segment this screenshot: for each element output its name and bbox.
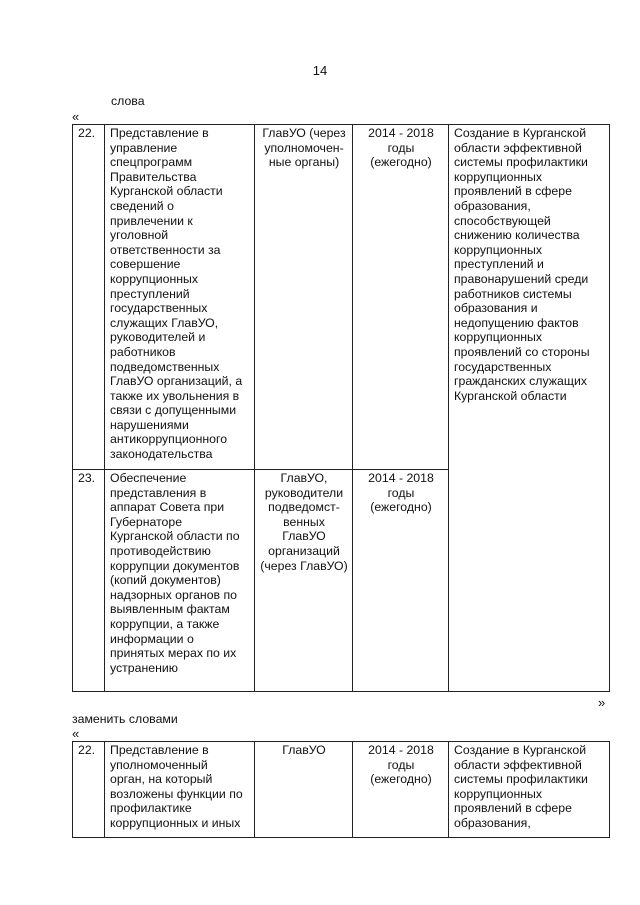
row-number: 22. bbox=[73, 125, 105, 470]
term-cell: 2014 - 2018 годы (ежегодно) bbox=[353, 470, 449, 692]
responsible-cell: ГлавУО, руководители подведомст- венных ГлавУО организаций (через ГлавУО) bbox=[255, 470, 353, 692]
section1-open-quote: « bbox=[72, 109, 80, 124]
section1-caption: слова bbox=[111, 94, 145, 108]
responsible-cell: ГлавУО bbox=[255, 742, 353, 838]
term-cell: 2014 - 2018 годы (ежегодно) bbox=[353, 742, 449, 838]
section2-open-quote: « bbox=[72, 726, 80, 741]
amendment-table-old bbox=[72, 124, 610, 692]
section1-close-quote: » bbox=[598, 695, 606, 710]
amendment-table-new bbox=[72, 741, 610, 838]
row-number: 22. bbox=[73, 742, 105, 838]
action-cell: Представление в управление спецпрограмм Правительства Курганской области сведений о привлечении к уголовной ответственности за совершение коррупционных преступлений государственных служащих ГлавУО, руководителей и работников подведомственных ГлавУО организаций, а также их увольнения в связи с допущенными нарушениями антикоррупционного законодательства bbox=[105, 125, 255, 470]
section2-caption: заменить словами bbox=[72, 712, 178, 726]
table-row bbox=[73, 742, 610, 838]
action-cell: Представление в уполномоченный орган, на который возложены функции по профилактике коррупционных и иных bbox=[105, 742, 255, 838]
term-cell: 2014 - 2018 годы (ежегодно) bbox=[353, 125, 449, 470]
result-cell: Создание в Курганской области эффективной системы профилактики коррупционных проявлений в сфере образования, bbox=[449, 742, 610, 838]
row-number: 23. bbox=[73, 470, 105, 692]
table-row bbox=[73, 125, 610, 470]
page-number: 14 bbox=[312, 63, 328, 78]
action-cell: Обеспечение представления в аппарат Совета при Губернаторе Курганской области по противодействию коррупции документов (копий документов) надзорных органов по выявленным фактам коррупции, а также информации о принятых мерах по их устранению bbox=[105, 470, 255, 692]
responsible-cell: ГлавУО (через уполномочен- ные органы) bbox=[255, 125, 353, 470]
result-cell: Создание в Курганской области эффективной системы профилактики коррупционных проявлений в сфере образования, способствующей снижению количества коррупционных преступлений и правонарушений среди работников системы образования и недопущению фактов коррупционных проявлений со стороны государственных гражданских служащих Курганской области bbox=[449, 125, 610, 692]
